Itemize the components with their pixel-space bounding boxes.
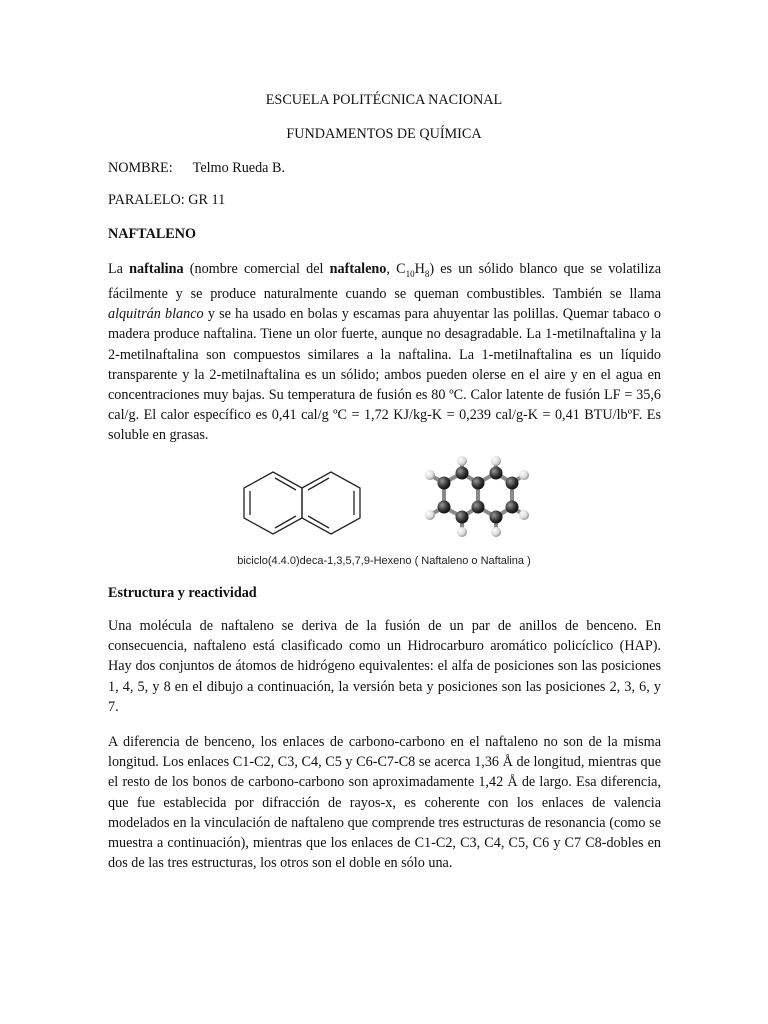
section-title-naftaleno: NAFTALENO (108, 226, 197, 242)
figure-caption: biciclo(4.4.0)deca-1,3,5,7,9-Hexeno ( Naftaleno o Naftalina ) (237, 555, 531, 567)
course-title: FUNDAMENTOS DE QUÍMICA (286, 126, 482, 142)
naphthalene-skeletal-structure (236, 466, 366, 538)
name-row (108, 160, 285, 177)
group-label: PARALELO: (108, 192, 185, 208)
section-title-estructura: Estructura y reactividad (108, 585, 257, 601)
paragraph-bonds: A diferencia de benceno, los enlaces de carbono-carbono en el naftaleno no son de la misma longitud. Los enlaces C1-C2, C3, C4, C5 y C6-C7-C8 se acerca 1,36 Å de longitud, mientras que el resto de los bonos de carbono-carbono son aproximadamente 1,42 Å de largo. Esa diferencia, que fue establecida por difracción de rayos-x, es coherente con los enlaces de valencia modelados en la vinculación de naftaleno que comprende tres estructuras de resonancia (como se muestra a continuación), mientras que los enlaces de C1-C2, C3, C4, C5, C6 y C7 C8-dobles en dos de las tres estructuras, los otros son el doble en sólo una. (108, 734, 661, 872)
group-value: GR 11 (188, 192, 226, 208)
naphthalene-ball-and-stick-model (420, 455, 530, 540)
name-label: NOMBRE: (108, 160, 173, 176)
school-name: ESCUELA POLITÉCNICA NACIONAL (265, 92, 503, 108)
paragraph-structure: Una molécula de naftaleno se deriva de la fusión de un par de anillos de benceno. En consecuencia, naftaleno está clasificado como un Hidrocarburo aromático policíclico (HAP). Hay dos conjuntos de átomos de hidrógeno equivalentes: el alfa de posiciones son las posiciones 1, 4, 5, y 8 en el dibujo a continuación, la versión beta y posiciones son las posiciones 2, 3, 6, y 7. (108, 618, 661, 715)
paragraph-intro: La naftalina (nombre comercial del naftaleno, $C_{10}H_8$) es un sólido blanco que se volatiliza fácilmente y se produce naturalmente cuando se queman combustibles. También se llama alquitrán blanco y se ha usado en bolas y escamas para ahuyentar las polillas. Quemar tabaco o madera produce naftalina. Tiene un olor fuerte, aunque no desagradable. La 1-metilnaftalina y la 2-metilnaftalina son compuestos similares a la naftalina. La 1-metilnaftalina es un líquido transparente y la 2-metilnaftalina es un sólido; ambos pueden olerse en el aire y en el agua en concentraciones muy bajas. Su temperatura de fusión es 80 ºC. Calor latente de fusión LF = 35,6 cal/g. El calor específico es 0,41 cal/g ºC = 1,72 KJ/kg-K = 0,239 cal/g-K = 0,41 BTU/lbºF. Es soluble en grasas. (108, 261, 661, 444)
name-value: Telmo Rueda B. (192, 160, 286, 176)
group-row (108, 192, 225, 209)
